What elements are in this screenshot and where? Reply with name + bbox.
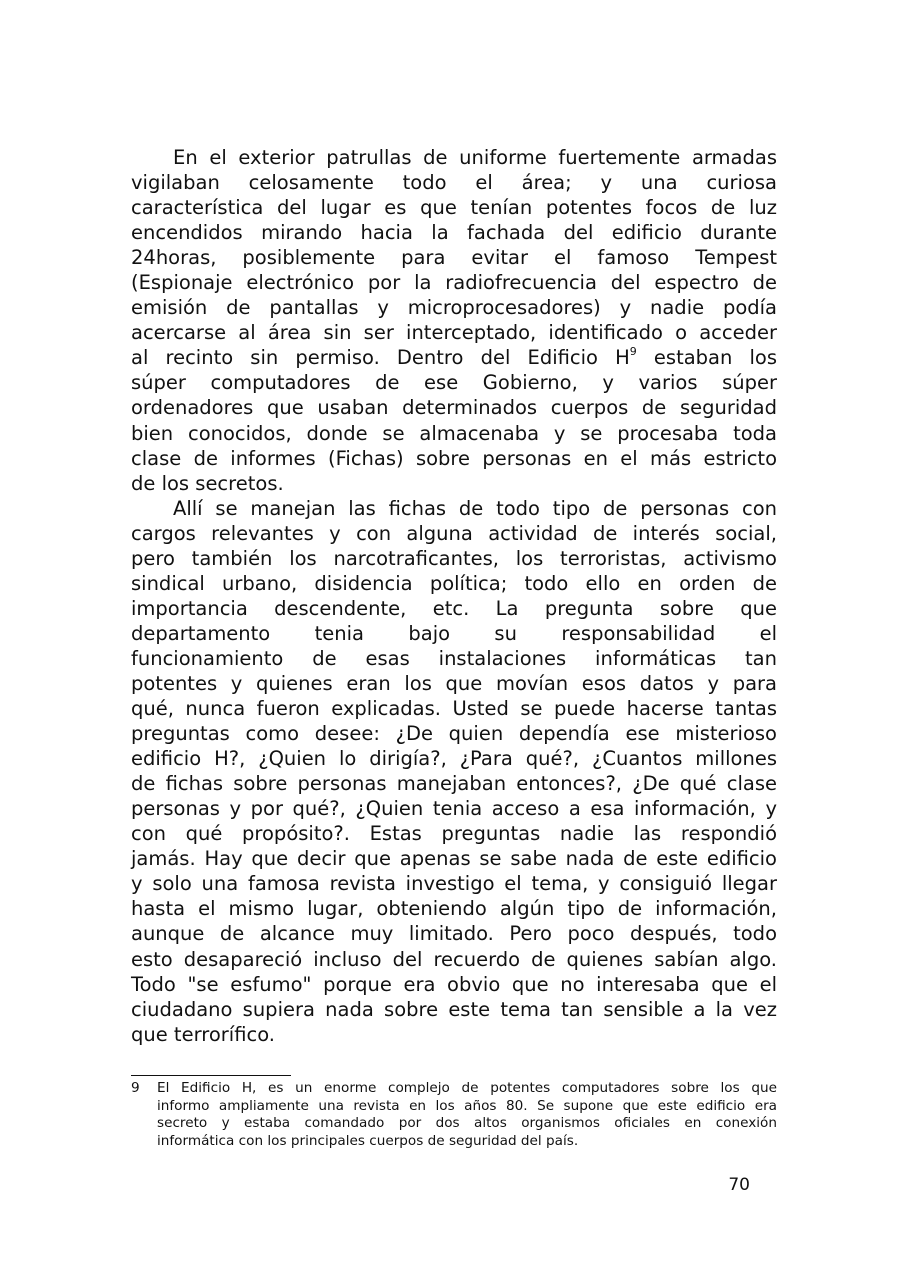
paragraph-2-line: hasta el mismo lugar, obteniendo algún tipo de información, (131, 897, 777, 921)
paragraph-2-line: edificio H?, ¿Quien lo dirigía?, ¿Para qué?, ¿Cuantos millones (131, 747, 777, 771)
paragraph-1-line: súper computadores de ese Gobierno, y varios súper (131, 371, 777, 395)
paragraph-1-line: emisión de pantallas y microprocesadores) y nadie podía (131, 296, 777, 320)
footnote-text (157, 1080, 777, 1150)
paragraph-2-line: Todo "se esfumo" porque era obvio que no interesaba que el (131, 972, 777, 996)
paragraph-2-line: departamento tenia bajo su responsabilidad el (131, 621, 777, 645)
paragraph-1-line: acercarse al área sin ser interceptado, identificado o acceder (131, 321, 777, 345)
paragraph-2-line: esto desapareció incluso del recuerdo de quienes sabían algo. (131, 947, 777, 971)
paragraph-2 (131, 496, 777, 1047)
paragraph-2-line: jamás. Hay que decir que apenas se sabe nada de este edificio (131, 847, 777, 871)
paragraph-2-line: qué, nunca fueron explicadas. Usted se puede hacerse tantas (131, 697, 777, 721)
paragraph-1-line: clase de informes (Fichas) sobre personas en el más estricto (131, 446, 777, 470)
paragraph-1-text: al recinto sin permiso. Dentro del Edificio H (131, 346, 630, 370)
footnote-line: informo ampliamente una revista en los años 80. Se supone que este edificio era (157, 1097, 777, 1114)
paragraph-1-line: 24horas, posiblemente para evitar el famoso Tempest (131, 246, 777, 270)
paragraph-1-line: vigilaban celosamente todo el área; y una curiosa (131, 171, 777, 195)
footnote-separator (131, 1075, 291, 1076)
paragraph-1-line: bien conocidos, donde se almacenaba y se procesaba toda (131, 421, 777, 445)
paragraph-1-text: estaban los (636, 346, 777, 370)
footnote-line: informática con los principales cuerpos de seguridad del país. (157, 1132, 579, 1149)
paragraph-2-line: pero también los narcotraficantes, los terroristas, activismo (131, 546, 777, 570)
paragraph-2-line: ciudadano supiera nada sobre este tema tan sensible a la vez (131, 997, 777, 1021)
paragraph-2-line: personas y por qué?, ¿Quien tenia acceso a esa información, y (131, 797, 777, 821)
paragraph-2-line: Allí se manejan las fichas de todo tipo de personas con (173, 496, 777, 520)
page-number: 70 (728, 1175, 750, 1195)
footnote-line: El Edificio H, es un enorme complejo de potentes computadores sobre los que (157, 1080, 777, 1096)
paragraph-2-line: cargos relevantes y con alguna actividad de interés social, (131, 521, 777, 545)
paragraph-1-line: (Espionaje electrónico por la radiofrecuencia del espectro de (131, 271, 777, 295)
paragraph-2-line: funcionamiento de esas instalaciones informáticas tan (131, 646, 777, 670)
paragraph-1-line: En el exterior patrullas de uniforme fuertemente armadas (173, 146, 777, 169)
paragraph-2-line: sindical urbano, disidencia política; todo ello en orden de (131, 571, 777, 595)
paragraph-2-line: importancia descendente, etc. La pregunta sobre que (131, 596, 777, 620)
footnote-line: secreto y estaba comandado por dos altos organismos oficiales en conexión (157, 1115, 777, 1131)
paragraph-2-line: aunque de alcance muy limitado. Pero poco después, todo (131, 922, 777, 946)
paragraph-1-line: encendidos mirando hacia la fachada del edificio durante (131, 221, 777, 245)
paragraph-2-line: que terrorífico. (131, 1022, 275, 1046)
paragraph-1-line: característica del lugar es que tenían potentes focos de luz (131, 196, 777, 220)
paragraph-2-line: potentes y quienes eran los que movían esos datos y para (131, 671, 777, 695)
paragraph-1-line: ordenadores que usaban determinados cuerpos de seguridad (131, 396, 777, 420)
paragraph-2-line: y solo una famosa revista investigo el tema, y consiguió llegar (131, 872, 777, 896)
paragraph-2-line: con qué propósito?. Estas preguntas nadie las respondió (131, 822, 777, 846)
footnote (131, 1080, 777, 1150)
paragraph-1-line: de los secretos. (131, 471, 284, 495)
paragraph-1 (131, 145, 777, 496)
footnote-reference[interactable]: 9 (629, 344, 637, 358)
footnote-number: 9 (131, 1080, 140, 1096)
paragraph-1-line-with-footnote-ref (131, 345, 777, 370)
page-body (131, 145, 777, 1047)
paragraph-2-line: preguntas como desee: ¿De quien dependía ese misterioso (131, 722, 777, 746)
paragraph-2-line: de fichas sobre personas manejaban entonces?, ¿De qué clase (131, 772, 777, 796)
